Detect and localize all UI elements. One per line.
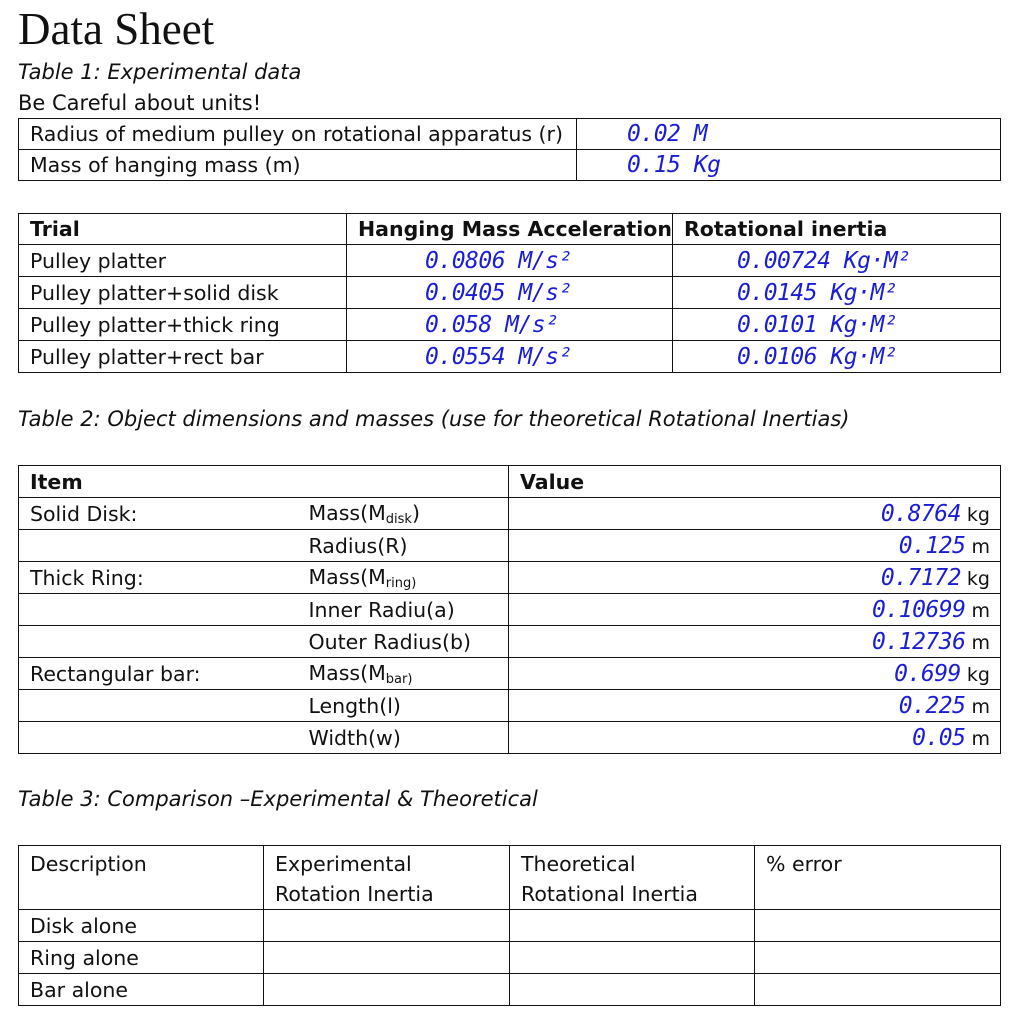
table-row [19,722,1001,754]
item-name: Solid Disk: [19,498,309,530]
item-name [19,530,309,562]
description-cell: Disk alone [19,910,264,942]
property-value: 0.05 [912,724,966,751]
unit-label: m [971,631,990,654]
item-name [19,594,309,626]
acceleration-value: 0.0806 M/s² [347,245,673,277]
table2-caption: Table 2: Object dimensions and masses (use for theoretical Rotational Inertias) [18,407,850,431]
table-row [19,594,1001,626]
column-header: Item [19,466,309,498]
empty-cell [264,910,510,942]
property-label: $Mass(M_{disk})$ [309,498,509,530]
param-value: 0.15 Kg [577,150,1001,181]
param-label: Radius of medium pulley on rotational apparatus (r) [19,119,577,150]
inertia-value: 0.00724 Kg·M² [673,245,1001,277]
item-name [19,690,309,722]
trial-name: Pulley platter+solid disk [19,277,347,309]
table-row [19,530,1001,562]
units-note: Be Careful about units! [18,91,262,115]
property-label: $Mass(M_{ring)}$ [309,562,509,594]
property-label: Inner Radiu(a) [309,594,509,626]
table-row [19,658,1001,690]
empty-cell [755,974,1001,1006]
table-row [19,562,1001,594]
table-row [19,309,1001,341]
property-value: 0.699 [894,660,961,687]
empty-cell [755,942,1001,974]
property-value: 0.8764 [880,500,961,527]
trial-name: Pulley platter+thick ring [19,309,347,341]
table3-caption: Table 3: Comparison –Experimental & Theoretical [18,787,538,811]
table-header-row [19,214,1001,245]
item-name [19,626,309,658]
unit-label: kg [966,567,990,590]
table-row [19,942,1001,974]
param-label: Mass of hanging mass (m) [19,150,577,181]
table-row [19,910,1001,942]
parameters-table [18,118,1001,181]
column-header: Rotational inertia [673,214,1001,245]
table-row [19,341,1001,373]
empty-cell [510,942,755,974]
table-header-row [19,466,1001,498]
acceleration-value: 0.058 M/s² [347,309,673,341]
property-label: Length(l) [309,690,509,722]
table-row [19,119,1001,150]
table-row [19,498,1001,530]
trials-table [18,213,1001,373]
acceleration-value: 0.0554 M/s² [347,341,673,373]
item-name: Rectangular bar: [19,658,309,690]
empty-cell [755,910,1001,942]
empty-cell [510,974,755,1006]
column-header: % error [755,846,1001,910]
unit-label: m [971,599,990,622]
property-label: Radius(R) [309,530,509,562]
table-header-row [19,846,1001,910]
page-title: Data Sheet [18,4,215,54]
unit-label: m [971,727,990,750]
item-name: Thick Ring: [19,562,309,594]
param-value: 0.02 M [577,119,1001,150]
table-row [19,626,1001,658]
empty-cell [510,910,755,942]
description-cell: Ring alone [19,942,264,974]
inertia-value: 0.0101 Kg·M² [673,309,1001,341]
column-header: Experimental Rotation Inertia [264,846,510,910]
comparison-table [18,845,1001,1006]
property-label: Width(w) [309,722,509,754]
property-value: 0.125 [898,532,966,559]
table-row [19,277,1001,309]
unit-label: kg [966,503,990,526]
column-header: Theoretical Rotational Inertia [510,846,755,910]
property-value: 0.10699 [872,596,966,623]
property-value: 0.7172 [880,564,961,591]
property-value: 0.225 [898,692,966,719]
property-label: Outer Radius(b) [309,626,509,658]
trial-name: Pulley platter [19,245,347,277]
column-header: Trial [19,214,347,245]
unit-label: kg [966,663,990,686]
inertia-value: 0.0106 Kg·M² [673,341,1001,373]
column-header: Hanging Mass Acceleration [347,214,673,245]
dimensions-table [18,465,1001,754]
empty-cell [264,974,510,1006]
table1-caption: Table 1: Experimental data [18,60,302,84]
unit-label: m [971,535,990,558]
unit-label: m [971,695,990,718]
item-name [19,722,309,754]
empty-cell [264,942,510,974]
table-row [19,150,1001,181]
trial-name: Pulley platter+rect bar [19,341,347,373]
property-value: 0.12736 [872,628,966,655]
column-header: Value [509,466,1001,498]
table-row [19,974,1001,1006]
table-row [19,245,1001,277]
description-cell: Bar alone [19,974,264,1006]
inertia-value: 0.0145 Kg·M² [673,277,1001,309]
table-row [19,690,1001,722]
property-label: $Mass(M_{bar)}$ [309,658,509,690]
acceleration-value: 0.0405 M/s² [347,277,673,309]
column-header: Description [19,846,264,910]
